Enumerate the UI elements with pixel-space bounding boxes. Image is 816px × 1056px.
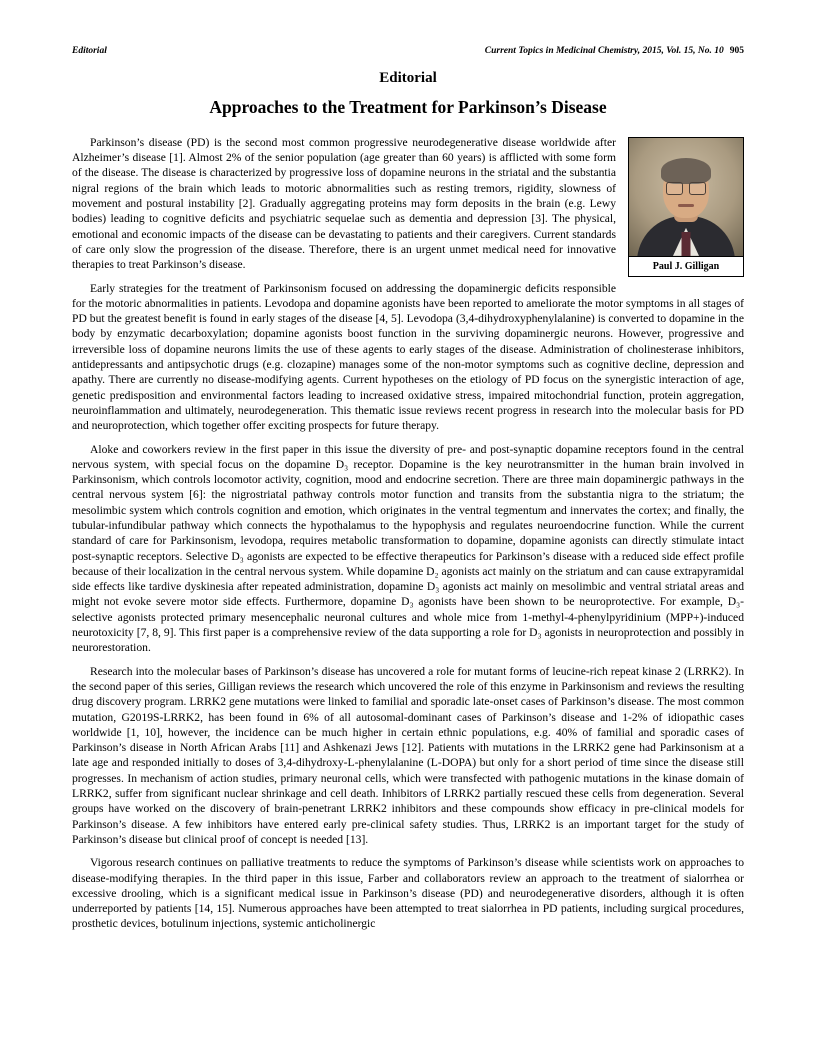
- portrait-photo: [629, 138, 743, 256]
- running-head-left: Editorial: [72, 46, 107, 56]
- journal-citation: Current Topics in Medicinal Chemistry, 2015, Vol. 15, No. 10: [484, 46, 724, 56]
- author-figure: [628, 137, 744, 277]
- paragraph-3: Aloke and coworkers review in the first paper in this issue the diversity of pre- and post-synaptic dopamine receptors found in the central nervous system, with special focus on the dopamine D₃ receptor. Dopamine is the key neurotransmitter in the human brain involved in Parkinsonism, which controls locomotor activity, cognition, mood and endocrine secretion. There are three main dopaminergic pathways in the central nervous system [6]: the nigrostriatal pathway controls motor function and transits from the substantia nigra to the striatum; the mesolimbic system which controls cognition and emotion, which originates in the ventral tegmentum and innervates the cortex; and finally, the tubular-infundibular pathway which connects the hypothalamus to the hypophysis and regulates neuroendocrine function. While the current standard of care for Parkinsonism, levodopa, requires metabolic transformation to dopamine, dopamine agonists can directly stimulate intact post-synaptic receptors. Selective D₃ agonists are expected to be effective therapeutics for Parkinson’s disease with a reduced side effect profile because of their localization in the central nervous system. While dopamine D₂ agonists act mainly on the striatum and can cause extrapyramidal side effects like tardive dyskinesia after repeated administration, dopamine D₃ agonists act mainly on mesolimbic and ventral striatal areas and might not evoke severe motor side effects. Furthermore, dopamine D₃ agonists have been shown to be neuroprotective. For example, D₃-selective agonists protected primary mesencephalic neuronal cultures and whole mice from 1-methyl-4-phenylpyridinium (MPP+)-induced neurotoxicity [7, 8, 9]. This first paper is a comprehensive review of the data supporting a role for D₃ agonists in neuroprotection and possibly in neurorestoration.: [72, 442, 744, 655]
- paragraph-4: Research into the molecular bases of Parkinson’s disease has uncovered a role for mutant forms of leucine-rich repeat kinase 2 (LRRK2). In the second paper of this series, Gilligan reviews the research which uncovered the role of this enzyme in Parkinsonism and reviews the resulting drug discovery program. LRRK2 gene mutations were linked to familial and sporadic late-onset cases of Parkinson’s disease. The most common mutation, G2019S-LRRK2, has been found in 6% of all autosomal-dominant cases of Parkinson’s disease and 1-2% of idiopathic cases worldwide [1, 10], however, the incidence can be much higher in certain ethnic populations, e.g. 40% of familial and sporadic cases of Parkinson’s disease in North African Arabs [11] and Ashkenazi Jews [12]. Patients with mutations in the LRRK2 gene had Parkinsonism at a late age and responded initially to doses of 3,4-dihydroxy-L-phenylalanine (L-DOPA) but only for a short period of time since the disease still progresses. In mechanism of action studies, primary neuronal cells, which were transfected with pathogenic mutations in the kinase domain of LRRK2, suffer from significant nuclear shrinkage and cell death. Inhibitors of LRRK2 partially rescued these cells from degeneration. Several groups have worked on the discovery of brain-penetrant LRRK2 inhibitors and these compounds show efficacy in pre-clinical models for Parkinson’s disease. A few inhibitors have entered early pre-clinical safety studies. Thus, LRRK2 is an important target for the study of Parkinson’s disease but clinical proof of concept is needed [13].: [72, 664, 744, 846]
- running-head-right: [485, 46, 744, 56]
- paragraph-1: Parkinson’s disease (PD) is the second most common progressive neurodegenerative disease worldwide after Alzheimer’s disease [1]. Almost 2% of the senior population (age greater than 60 years) is afflicted with some form of the disease. The disease is characterized by progressive loss of dopamine neurons in the striatal and the substantia nigral regions of the brain which leads to motoric abnormalities such as resting tremors, rigidity, slowness of movement and postural instability [2]. Gradually aggregating proteins may form deposits in the brain (e.g. Lewy bodies) leading to cognitive deficits and psychiatric sequelae such as dementia and depression [3]. The physical, emotional and economic impacts of the disease can be devastating to patients and their caregivers. Current standards of care only slow the progression of the disease. Therefore, there is an urgent unmet medical need for innovative therapies to treat Parkinson’s disease.: [72, 135, 616, 272]
- article-body: [72, 135, 744, 940]
- figure-caption: Paul J. Gilligan: [629, 256, 743, 276]
- page-number: 905: [729, 46, 744, 56]
- document-label: Editorial: [379, 70, 437, 86]
- page-title: Approaches to the Treatment for Parkinson’s Disease: [209, 97, 607, 117]
- paragraph-2: Early strategies for the treatment of Parkinsonism focused on addressing the dopaminergic deficits responsible for the motoric abnormalities in patients. Levodopa and dopamine agonists have been reported to ameliorate the motor symptoms in all stages of PD but the greatest benefit is found in early stages of the disease [4, 5]. Levodopa (3,4-dihydroxyphenylalanine) is converted to dopamine in the body by enzymatic decarboxylation; dopamine agonists boost function in the surviving dopaminergic neurons. However, progressive and irreversible loss of dopamine neurons limits the use of these agents to early stages of the disease. Administration of cholinesterase inhibitors, antidepressants and antipsychotic drugs (e.g. clozapine) manages some of the non-motor symptoms such as cognitive decline, depression and apathy. There are currently no disease-modifying agents. Current hypotheses on the etiology of PD focus on the synergistic interaction of age, genetic predisposition and environmental factors leading to increased oxidative stress, impaired mitochondrial function, protein aggregation, neuroinflammation and ultimately, neurodegeneration. This thematic issue reviews recent progress in research into the molecular basis for PD and neuroprotection, which together offer exciting prospects for future therapy.: [72, 281, 744, 433]
- paragraph-5: Vigorous research continues on palliative treatments to reduce the symptoms of Parkinson’s disease while scientists work on approaches to disease-modifying therapies. In the third paper in this issue, Farber and collaborators review an approach to the treatment of sialorrhea or excessive drooling, which is a significant medical issue in Parkinson’s disease (PD) and neurodegenerative disorders, although it is often underreported by patients [14, 15]. Numerous approaches have been attempted to treat sialorrhea in PD patients, including surgical procedures, prosthetic devices, botulinum injections, systemic anticholinergic: [72, 856, 744, 931]
- running-head: [72, 46, 744, 56]
